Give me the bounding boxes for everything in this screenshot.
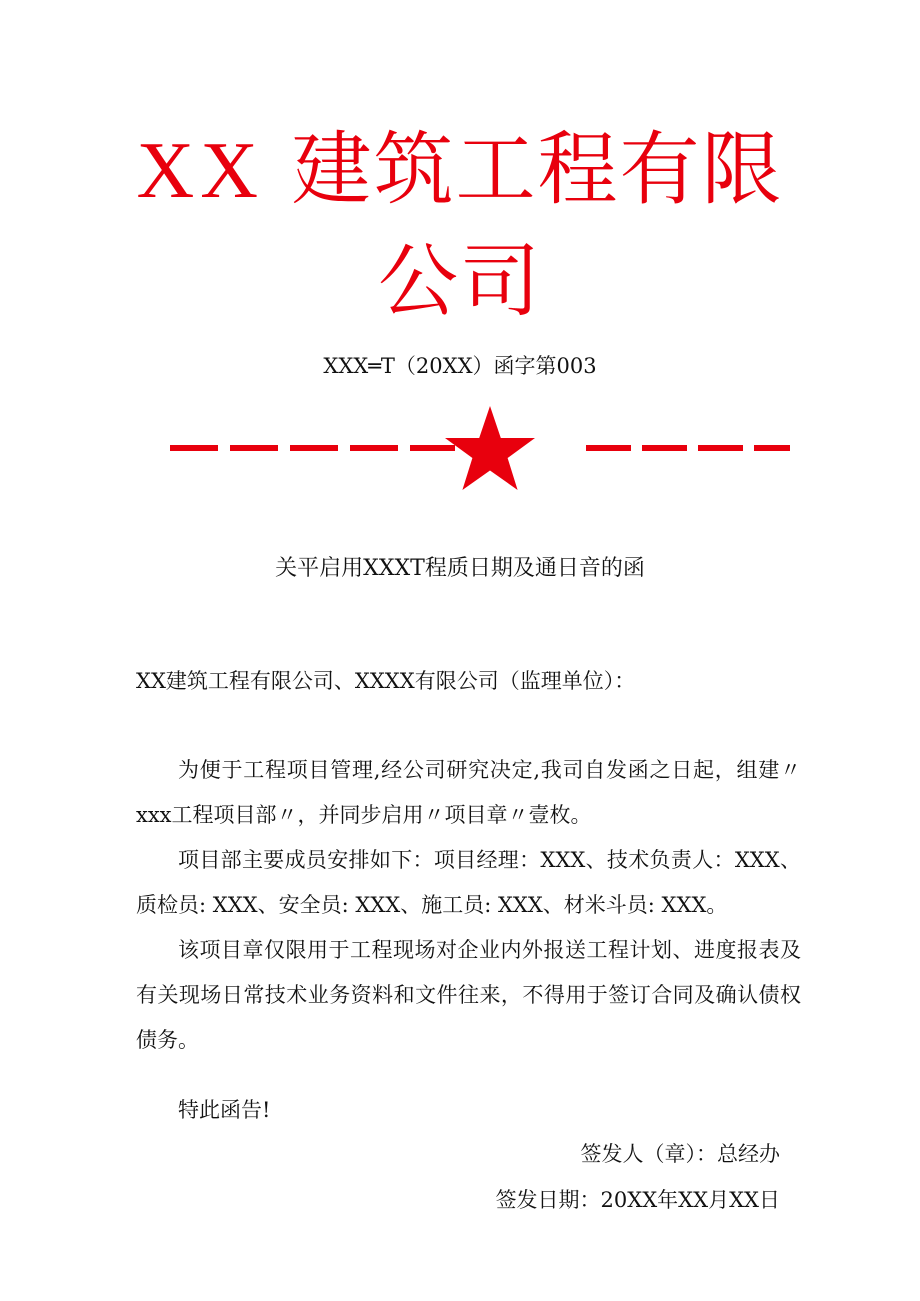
divider-right-dashes <box>586 445 790 451</box>
letter-subject: 关平启用XXXT程质日期及通日音的函 <box>275 556 645 581</box>
star-icon <box>445 406 535 490</box>
company-name-main: 建筑工程有限 <box>291 123 784 216</box>
letter-addressee: XX建筑工程有限公司、XXXX有限公司（监理单位）： <box>136 669 636 693</box>
company-name-prefix: XX <box>136 127 265 215</box>
letter-body <box>136 748 801 1063</box>
sign-date-line: 签发日期：20XX年XX月XX日 <box>495 1188 780 1212</box>
red-divider <box>160 398 800 498</box>
body-paragraph: 项目部主要成员安排如下：项目经理：XXX、技术负责人：XXX、质检员: XXX、安全员: XXX、施工员: XXX、材米斗员: XXX。 <box>136 848 801 917</box>
divider-left-dashes <box>170 445 455 451</box>
company-name-line1 <box>0 120 920 221</box>
company-name-line2: 公司 <box>378 235 542 328</box>
signer-line: 签发人（章）：总经办 <box>580 1142 780 1166</box>
body-paragraph: 为便于工程项目管理,经公司研究决定,我司自发函之日起，组建〃xxx工程项目部〃，并同步启用〃项目章〃壹枚。 <box>136 758 801 827</box>
letter-closing: 特此函告! <box>178 1098 271 1122</box>
body-paragraph: 该项目章仅限用于工程现场对企业内外报送工程计划、进度报表及有关现场日常技术业务资料和文件往来，不得用于签订合同及确认债权债务。 <box>136 938 801 1052</box>
document-number: XXX═T（20XX）函字第003 <box>323 354 597 378</box>
